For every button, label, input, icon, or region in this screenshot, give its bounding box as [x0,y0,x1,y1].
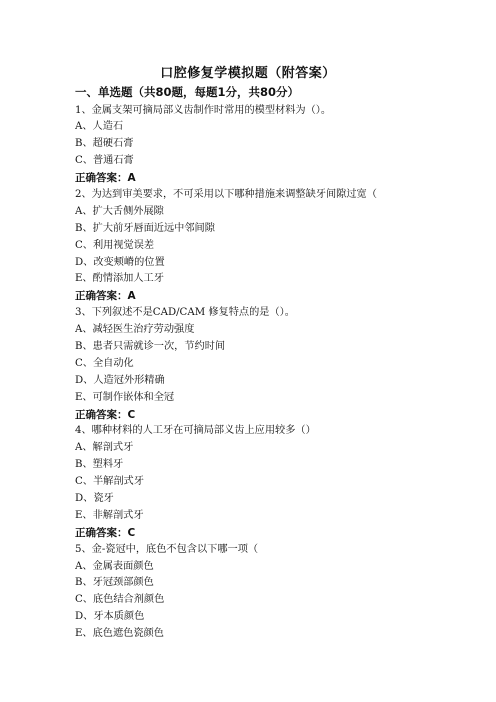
document-title: 口腔修复学模拟题（附答案） [160,66,336,81]
answer-option: E、非解剖式牙 [75,509,144,521]
answer-option: B、扩大前牙唇面近远中邻间隙 [75,222,215,234]
answer-option: C、全自动化 [75,357,134,369]
answer-option: B、牙冠颈部颜色 [75,577,154,589]
answer-option: C、半解剖式牙 [75,476,144,488]
answer-option: A、减轻医生治疗劳动强度 [75,324,195,336]
answer-option: B、超硬石膏 [75,138,134,150]
answer-option: E、可制作嵌体和全冠 [75,391,175,403]
answer-option: D、人造冠外形精确 [75,374,165,386]
answer-option: E、酌情添加人工牙 [75,273,164,285]
answer-option: E、底色遮色瓷颜色 [75,628,164,640]
answer-option: A、人造石 [75,121,124,133]
answer-option: D、牙本质颜色 [75,611,145,623]
correct-answer: 正确答案：A [75,290,136,303]
answer-option: D、瓷牙 [75,492,114,504]
answer-option: A、金属表面颜色 [75,560,154,572]
answer-option: C、底色结合剂颜色 [75,594,165,606]
answer-option: D、改变颊嵴的位置 [75,256,165,268]
question-stem: 5、金-瓷冠中，底色不包含以下哪一项（ [75,543,259,555]
answer-option: B、塑料牙 [75,459,124,471]
question-stem: 2、为达到审美要求，不可采用以下哪种措施来调整缺牙间隙过宽（ [75,188,377,200]
answer-option: B、患者只需就诊一次，节约时间 [75,340,226,352]
section-heading: 一、单选题（共80题，每题1分，共80分） [75,85,300,99]
correct-answer: 正确答案：C [75,526,136,539]
answer-option: C、普通石膏 [75,155,134,167]
answer-option: C、利用视觉误差 [75,239,155,251]
question-stem: 3、下列叙述不是CAD/CAM 修复特点的是（）。 [75,307,295,319]
question-stem: 4、哪种材料的人工牙在可摘局部义齿上应用较多（） [75,425,316,437]
correct-answer: 正确答案：C [75,408,136,421]
answer-option: A、扩大舌侧外展隙 [75,205,164,217]
correct-answer: 正确答案：A [75,172,136,185]
question-stem: 1、金属支架可摘局部义齿制作时常用的模型材料为（）。 [75,104,332,116]
question-list [75,103,496,644]
answer-option: A、解剖式牙 [75,442,134,454]
